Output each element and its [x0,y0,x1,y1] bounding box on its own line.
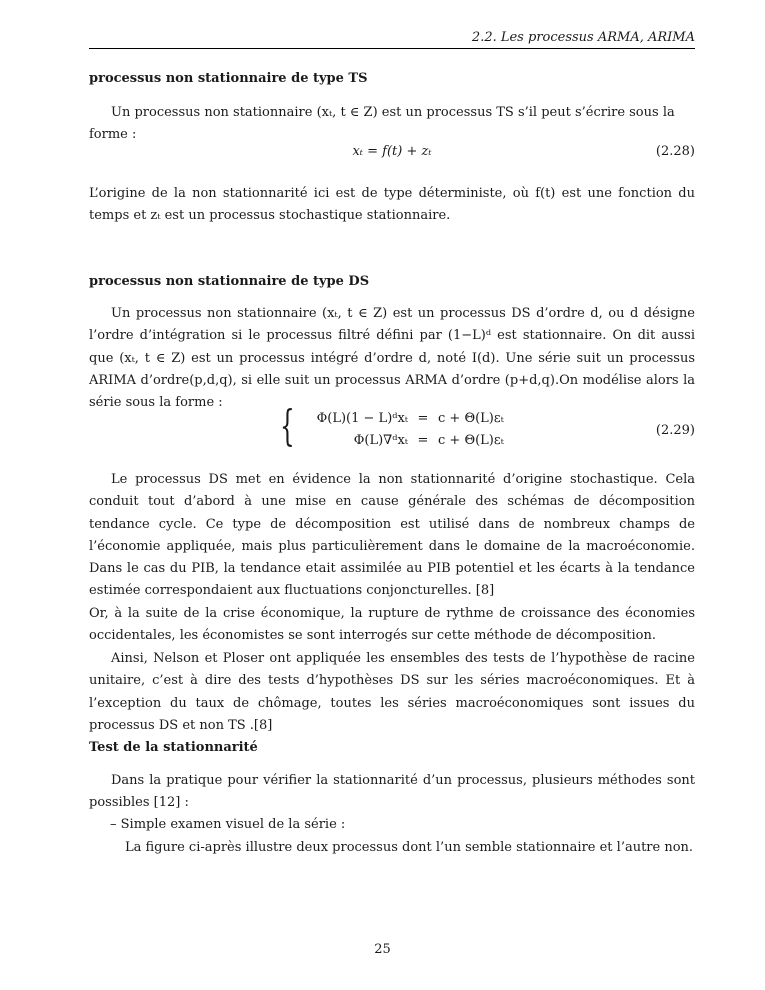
row-1-lhs: Φ(L)(1 − L)ᵈxₜ [316,411,408,426]
ds-paragraph-4: Ainsi, Nelson et Ploser ont appliquée les ensembles des tests de l’hypothèse de racine unitaire, c’est à dire des tests d’hypothèses DS sur les séries macroéconomiques. Et à l’exception du taux de chômage, toutes les séries macroéconomiques sont issues du processus DS et non TS .[8] [89,651,695,733]
header-rule [89,48,695,49]
equation-2-29-number: (2.29) [655,423,695,438]
row-2-equals: = [417,433,429,448]
equation-2-28-number: (2.28) [655,144,695,159]
row-1-equals: = [417,411,429,426]
left-brace: { [280,401,295,450]
row-1-rhs: c + Θ(L)εₜ [438,411,504,426]
section-heading-ts: processus non stationnaire de type TS [89,71,368,86]
equation-2-28 [89,144,695,166]
row-2-lhs: Φ(L)∇ᵈxₜ [353,433,408,448]
section-heading-test: Test de la stationnarité [89,740,258,755]
ds-paragraph-2: Le processus DS met en évidence la non stationnarité d’origine stochastique. Cela conduit tout d’abord à une mise en cause générale des schémas de décomposition tendance cycle. Ce type de décomposition est utilisé dans de nombreux champs de l’économie appliquée, mais plus particulièrement dans le domaine de la macroéconomie. Dans le cas du PIB, la tendance etait assimilée au PIB potentiel et les écarts à la tendance estimée correspondaient aux fluctuations conjoncturelles. [8] [89,472,695,599]
ds-paragraph-3: Or, à la suite de la crise économique, la rupture de rythme de croissance des économies occidentales, les économistes se sont interrogés sur cette méthode de décomposition. [89,606,695,644]
equation-2-29-row-1 [296,411,504,426]
test-paragraph-1: Dans la pratique pour vérifier la stationnarité d’un processus, plusieurs méthodes sont possibles [12] : [89,773,695,811]
running-header: 2.2. Les processus ARMA, ARIMA [471,30,695,45]
ds-intro-paragraph: Un processus non stationnaire (xₜ, t ∈ Z) est un processus DS d’ordre d, ou d désigne l’ordre d’intégration si le processus filtré défini par (1−L)ᵈ est stationnaire. On dit aussi que (xₜ, t ∈ Z) est un processus intégré d’ordre d, noté I(d). Une série suit un processus ARIMA d’ordre(p,d,q), si elle suit un processus ARMA d’ordre (p+d,q).On modélise alors la série sous la forme : [89,306,695,411]
page-number: 25 [374,942,391,957]
list-item-visual-exam-text: La figure ci-après illustre deux processus dont l’un semble stationnaire et l’autre non. [125,840,694,855]
section-heading-ds: processus non stationnaire de type DS [89,274,370,289]
equation-2-29-row-2 [296,433,504,448]
list-item-visual-exam: – Simple examen visuel de la série : [110,817,346,832]
row-2-rhs: c + Θ(L)εₜ [438,433,504,448]
ts-intro-paragraph: Un processus non stationnaire (xₜ, t ∈ Z) est un processus TS s’il peut s’écrire sous la forme : [89,105,675,143]
ts-paragraph-2: L’origine de la non stationnarité ici est de type déterministe, où f(t) est une fonction du temps et zₜ est un processus stochastique stationnaire. [89,186,695,224]
equation-2-28-body: xₜ = f(t) + zₜ [352,144,432,159]
